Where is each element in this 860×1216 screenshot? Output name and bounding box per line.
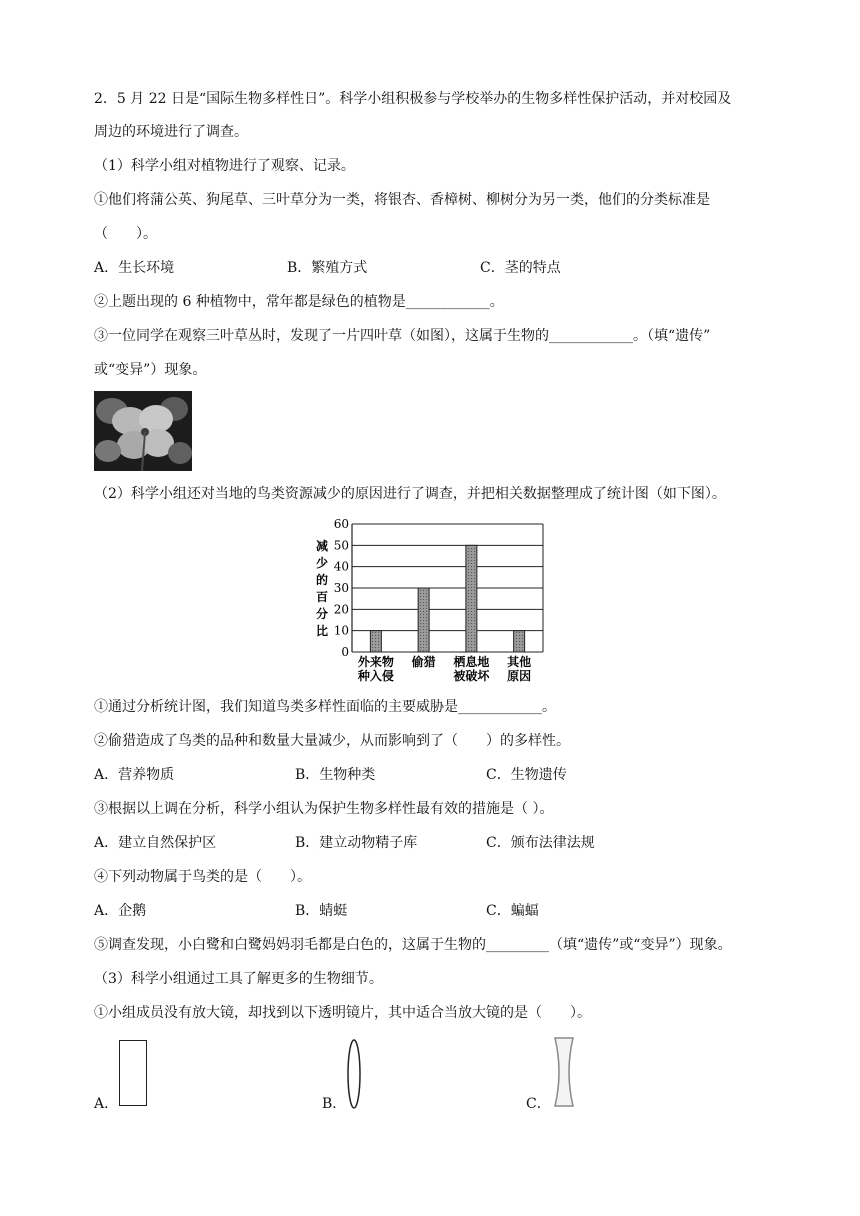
- y-tick-label: 40: [333, 559, 349, 574]
- q1-3-line1: ③一位同学在观察三叶草丛时，发现了一片四叶草（如图），这属于生物的____________。（填“遗传”: [94, 328, 711, 344]
- y-tick-label: 10: [333, 623, 349, 638]
- bar: [514, 631, 525, 652]
- y-axis-label-char: 分: [315, 607, 329, 621]
- q1-1-option-a: A．生长环境: [94, 260, 175, 276]
- q3-1-option-a-label: A．: [94, 1096, 119, 1112]
- y-axis-label-char: 减: [315, 539, 329, 553]
- part2-heading: （2）科学小组还对当地的鸟类资源减少的原因进行了调查，并把相关数据整理成了统计图（如下图）。: [94, 486, 726, 502]
- category-label: 外来物: [357, 655, 394, 669]
- category-label: 种入侵: [357, 669, 394, 683]
- bar: [418, 588, 429, 652]
- concave-lens: [553, 1036, 575, 1108]
- y-tick-label: 0: [341, 645, 349, 659]
- q2-3-option-c: C．颁布法律法规: [486, 835, 595, 851]
- q2-2: ②偷猎造成了鸟类的品种和数量大量减少，从而影响到了（ ）的多样性。: [94, 733, 570, 749]
- convex-lens: [345, 1038, 363, 1110]
- q1-3-line2: 或“变异”）现象。: [94, 362, 207, 378]
- q2-4-option-a: A．企鹅: [94, 903, 147, 919]
- y-tick-label: 20: [333, 602, 349, 617]
- q3-1: ①小组成员没有放大镜，却找到以下透明镜片，其中适合当放大镜的是（ ）。: [94, 1005, 591, 1021]
- q2-2-option-c: C．生物遗传: [486, 767, 567, 783]
- q2-2-option-b: B．生物种类: [295, 767, 376, 783]
- category-label: 原因: [507, 669, 532, 683]
- y-axis-label-char: 比: [315, 624, 329, 638]
- q2-4: ④下列动物属于鸟类的是（ ）。: [94, 869, 311, 885]
- q1-1-option-b: B．繁殖方式: [287, 260, 368, 276]
- rectangular-glass-lens: [119, 1040, 147, 1106]
- category-label: 被破坏: [453, 669, 490, 683]
- part3-heading: （3）科学小组通过工具了解更多的生物细节。: [94, 971, 383, 987]
- y-tick-label: 30: [333, 581, 349, 595]
- q2-5: ⑤调查发现，小白鹭和白鹭妈妈羽毛都是白色的，这属于生物的_________（填“遗传”或“变异”）现象。: [94, 937, 732, 953]
- bar: [466, 545, 477, 652]
- y-tick-label: 50: [333, 538, 349, 553]
- q1-1-option-c: C．茎的特点: [480, 260, 561, 276]
- category-label: 偷猎: [411, 655, 436, 669]
- q2-3-option-b: B．建立动物精子库: [295, 835, 418, 851]
- q1-2: ②上题出现的 6 种植物中，常年都是绿色的植物是____________。: [94, 294, 504, 310]
- category-label: 栖息地: [453, 655, 490, 669]
- q1-1-line2: （ ）。: [94, 226, 157, 242]
- question-intro-line2: 周边的环境进行了调查。: [94, 124, 248, 140]
- y-tick-label: 60: [333, 517, 349, 531]
- question-intro-line1: 2．5 月 22 日是“国际生物多样性日”。科学小组积极参与学校举办的生物多样性保护活动，并对校园及: [94, 91, 732, 107]
- q2-4-option-c: C．蝙蝠: [486, 903, 539, 919]
- q3-1-option-b-label: B．: [322, 1096, 347, 1112]
- q2-2-option-a: A．营养物质: [94, 767, 175, 783]
- y-axis-label-char: 百: [315, 590, 329, 604]
- q1-1-line1: ①他们将蒲公英、狗尾草、三叶草分为一类，将银杏、香樟树、柳树分为另一类，他们的分类标准是: [94, 192, 710, 208]
- q2-3: ③根据以上调在分析，科学小组认为保护生物多样性最有效的措施是（ ）。: [94, 801, 554, 817]
- q2-4-option-b: B．蜻蜓: [295, 903, 348, 919]
- q3-1-option-c-label: C．: [526, 1096, 551, 1112]
- category-label: 其他: [507, 655, 532, 669]
- part1-heading: （1）科学小组对植物进行了观察、记录。: [94, 158, 355, 174]
- bar: [370, 631, 381, 652]
- y-axis-label-char: 的: [315, 573, 329, 587]
- q2-1: ①通过分析统计图，我们知道鸟类多样性面临的主要威胁是____________。: [94, 699, 556, 715]
- bird-decline-bar-chart: [300, 515, 560, 690]
- y-axis-label-char: 少: [315, 556, 329, 570]
- q2-3-option-a: A．建立自然保护区: [94, 835, 217, 851]
- four-leaf-clover-photo: [94, 391, 192, 471]
